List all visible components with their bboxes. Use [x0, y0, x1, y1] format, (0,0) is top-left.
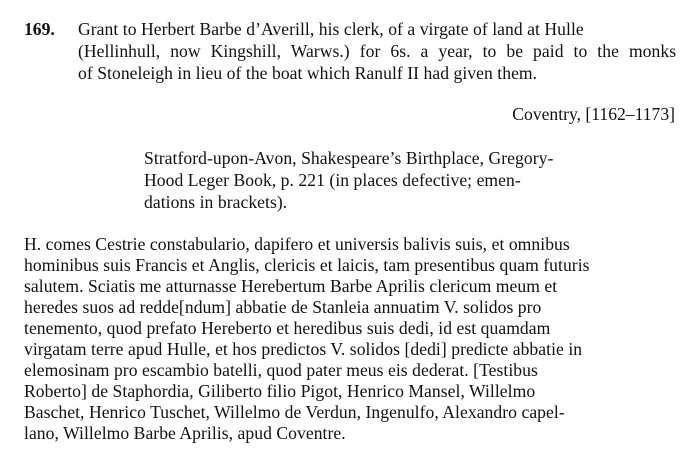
text-line: tenemento, quod prefato Hereberto et heredibus suis dedi, id est quamdam — [24, 318, 551, 338]
text-line: Baschet, Henrico Tuschet, Willelmo de Verdun, Ingenulfo, Alexandro capel- — [24, 402, 565, 422]
summary-line: Grant to Herbert Barbe d’Averill, his clerk, of a virgate of land at Hulle — [78, 19, 584, 39]
text-line: virgatam terre apud Hulle, et hos predictos V. solidos [dedi] predicte abbatie in — [24, 339, 583, 359]
place-date: Coventry, [1162–1173] — [512, 104, 675, 124]
summary-line: (Hellinhull, now Kingshill, Warws.) for 6s. a year, to be paid to the monks — [78, 41, 677, 61]
text-line: H. comes Cestrie constabulario, dapifero et universis balivis suis, et omnibus — [24, 234, 570, 254]
source-line: Hood Leger Book, p. 221 (in places defective; emen- — [144, 170, 521, 190]
charter-number: 169. — [24, 19, 55, 39]
text-line: Roberto] de Staphordia, Giliberto filio Pigot, Henrico Mansel, Willelmo — [24, 381, 536, 401]
summary-line: of Stoneleigh in lieu of the boat which Ranulf II had given them. — [78, 63, 538, 83]
text-line: salutem. Sciatis me atturnasse Herebertum Barbe Aprilis clericum meum et — [24, 276, 558, 296]
source-line: Stratford-upon-Avon, Shakespeare’s Birthplace, Gregory- — [144, 148, 554, 168]
text-line: hominibus suis Francis et Anglis, clericis et laicis, tam presentibus quam futuris — [24, 255, 590, 275]
source-line: dations in brackets). — [144, 192, 288, 212]
text-line: elemosinam pro escambio batelli, quod pater meus eis dederat. [Testibus — [24, 360, 538, 380]
text-line: heredes suos ad redde[ndum] abbatie de Stanleia annuatim V. solidos pro — [24, 297, 542, 317]
text-line: lano, Willelmo Barbe Aprilis, apud Coventre. — [24, 423, 346, 443]
